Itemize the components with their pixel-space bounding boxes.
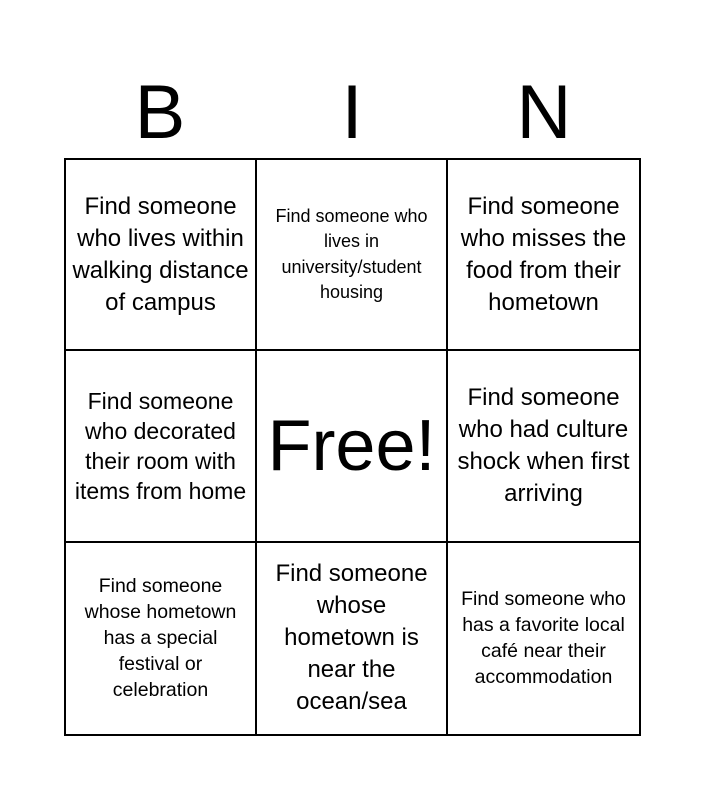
- bingo-cell-r3c3[interactable]: [448, 543, 639, 734]
- cell-text: Find someone who lives within walking distance of campus: [72, 192, 249, 316]
- bingo-board: [64, 158, 641, 736]
- cell-text: Find someone whose hometown has a special festival or celebration: [84, 575, 237, 702]
- header-letter-i: I: [341, 70, 363, 155]
- bingo-cell-free[interactable]: [257, 351, 448, 542]
- cell-text: Find someone who misses the food from their hometown: [460, 192, 627, 316]
- bingo-cell-r1c2[interactable]: [257, 160, 448, 351]
- bingo-cell-r2c3[interactable]: [448, 351, 639, 542]
- header-letter-b: B: [134, 70, 186, 155]
- bingo-cell-r3c2[interactable]: [257, 543, 448, 734]
- bingo-cell-r1c1[interactable]: [66, 160, 257, 351]
- header-letter-n: N: [516, 70, 572, 155]
- free-space-text: Free!: [267, 405, 436, 486]
- cell-text: Find someone who has a favorite local café near their accommodation: [461, 588, 626, 689]
- bingo-cell-r2c1[interactable]: [66, 351, 257, 542]
- cell-text: Find someone whose hometown is near the ocean/sea: [275, 560, 428, 716]
- bingo-header: [64, 70, 641, 156]
- bingo-cell-r3c1[interactable]: [66, 543, 257, 734]
- cell-text: Find someone who lives in university/student housing: [275, 205, 428, 303]
- cell-text: Find someone who decorated their room with items from home: [74, 387, 247, 504]
- cell-text: Find someone who had culture shock when first arriving: [457, 383, 630, 507]
- bingo-cell-r1c3[interactable]: [448, 160, 639, 351]
